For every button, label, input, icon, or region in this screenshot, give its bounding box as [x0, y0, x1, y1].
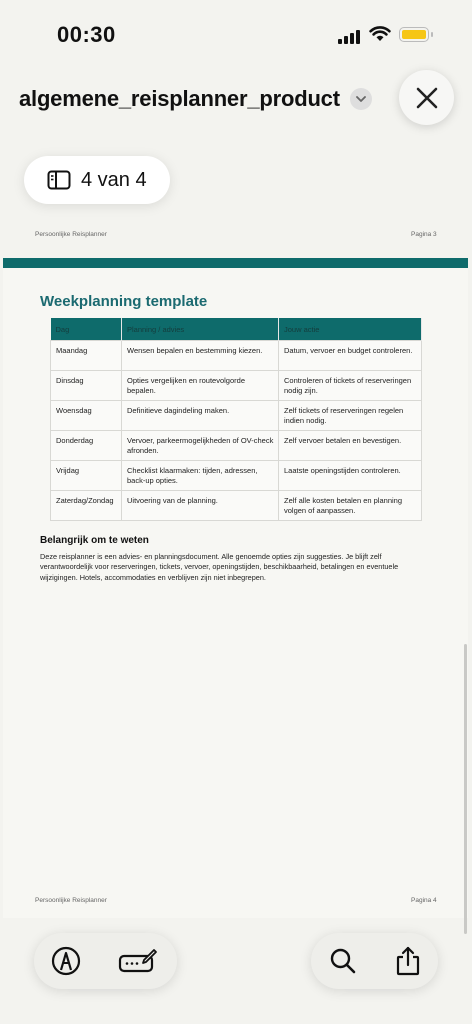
table-row	[51, 461, 422, 491]
chevron-down-icon[interactable]	[350, 88, 372, 110]
share-button[interactable]	[379, 933, 439, 989]
table-cell-action: Controleren of tickets of reserveringen nodig zijn.	[279, 371, 422, 401]
table-row	[51, 401, 422, 431]
page-heading: Weekplanning template	[40, 293, 208, 310]
table-cell-planning: Opties vergelijken en routevolgorde bepalen.	[122, 371, 279, 401]
page-footer-left: Persoonlijke Reisplanner	[35, 897, 107, 904]
table-cell-day: Maandag	[51, 341, 122, 371]
search-button[interactable]	[313, 933, 373, 989]
search-icon	[329, 947, 357, 975]
table-row	[51, 371, 422, 401]
table-cell-planning: Checklist klaarmaken: tijden, adressen, back-up opties.	[122, 461, 279, 491]
wifi-icon	[369, 25, 391, 42]
share-icon	[395, 946, 421, 976]
table-cell-day: Dinsdag	[51, 371, 122, 401]
close-icon	[416, 87, 438, 109]
table-row	[51, 431, 422, 461]
markup-button[interactable]	[36, 933, 96, 989]
page-footer-right: Pagina 4	[411, 897, 437, 904]
table-cell-day: Vrijdag	[51, 461, 122, 491]
signature-button[interactable]	[108, 933, 168, 989]
page-accent-bar	[3, 258, 468, 268]
status-bar	[0, 0, 472, 70]
sidebar-icon	[47, 170, 71, 190]
previous-page-footer-left: Persoonlijke Reisplanner	[35, 231, 107, 238]
markup-toolbar	[34, 933, 177, 989]
actions-toolbar	[311, 933, 438, 989]
table-cell-action: Laatste openingstijden controleren.	[279, 461, 422, 491]
table-row	[51, 341, 422, 371]
weekplanning-table	[50, 318, 422, 521]
page-indicator-button[interactable]	[24, 156, 170, 204]
section-text: Deze reisplanner is een advies- en planningsdocument. Alle genoemde opties zijn suggesties. Je blijft zelf verantwoordelijk voor reserveringen, tickets, vervoer, openingstijden, beschikbaarheid, betalingen en eventuele wijzigingen. Hotels, accommodaties en verblijven zijn niet inbegrepen.	[40, 552, 399, 582]
scrollbar[interactable]	[464, 644, 467, 934]
table-cell-day: Zaterdag/Zondag	[51, 491, 122, 521]
close-button[interactable]	[399, 70, 454, 125]
clock-time: 00:30	[57, 22, 116, 47]
table-header-cell: Planning / advies	[122, 318, 279, 341]
table-cell-day: Donderdag	[51, 431, 122, 461]
table-header-cell: Jouw actie	[279, 318, 422, 341]
table-cell-action: Zelf tickets of reserveringen regelen indien nodig.	[279, 401, 422, 431]
page-indicator-label: 4 van 4	[81, 168, 147, 191]
table-header-row	[51, 318, 422, 341]
table-cell-action: Zelf vervoer betalen en bevestigen.	[279, 431, 422, 461]
table-cell-planning: Definitieve dagindeling maken.	[122, 401, 279, 431]
document-title[interactable]: algemene_reisplanner_product	[19, 86, 340, 111]
document-title-row[interactable]	[19, 84, 372, 114]
battery-icon	[399, 27, 429, 42]
document-page[interactable]	[3, 258, 468, 918]
table-header-cell: Dag	[51, 318, 122, 341]
table-row	[51, 491, 422, 521]
table-cell-planning: Wensen bepalen en bestemming kiezen.	[122, 341, 279, 371]
previous-page-footer-right: Pagina 3	[411, 231, 437, 238]
signature-icon	[118, 948, 158, 974]
markup-pen-icon	[51, 946, 81, 976]
cellular-signal-icon	[338, 28, 362, 44]
table-cell-planning: Vervoer, parkeermogelijkheden of OV-check afronden.	[122, 431, 279, 461]
table-cell-action: Datum, vervoer en budget controleren.	[279, 341, 422, 371]
table-cell-action: Zelf alle kosten betalen en planning volgen of aanpassen.	[279, 491, 422, 521]
table-cell-planning: Uitvoering van de planning.	[122, 491, 279, 521]
table-cell-day: Woensdag	[51, 401, 122, 431]
section-title: Belangrijk om te weten	[40, 535, 149, 546]
